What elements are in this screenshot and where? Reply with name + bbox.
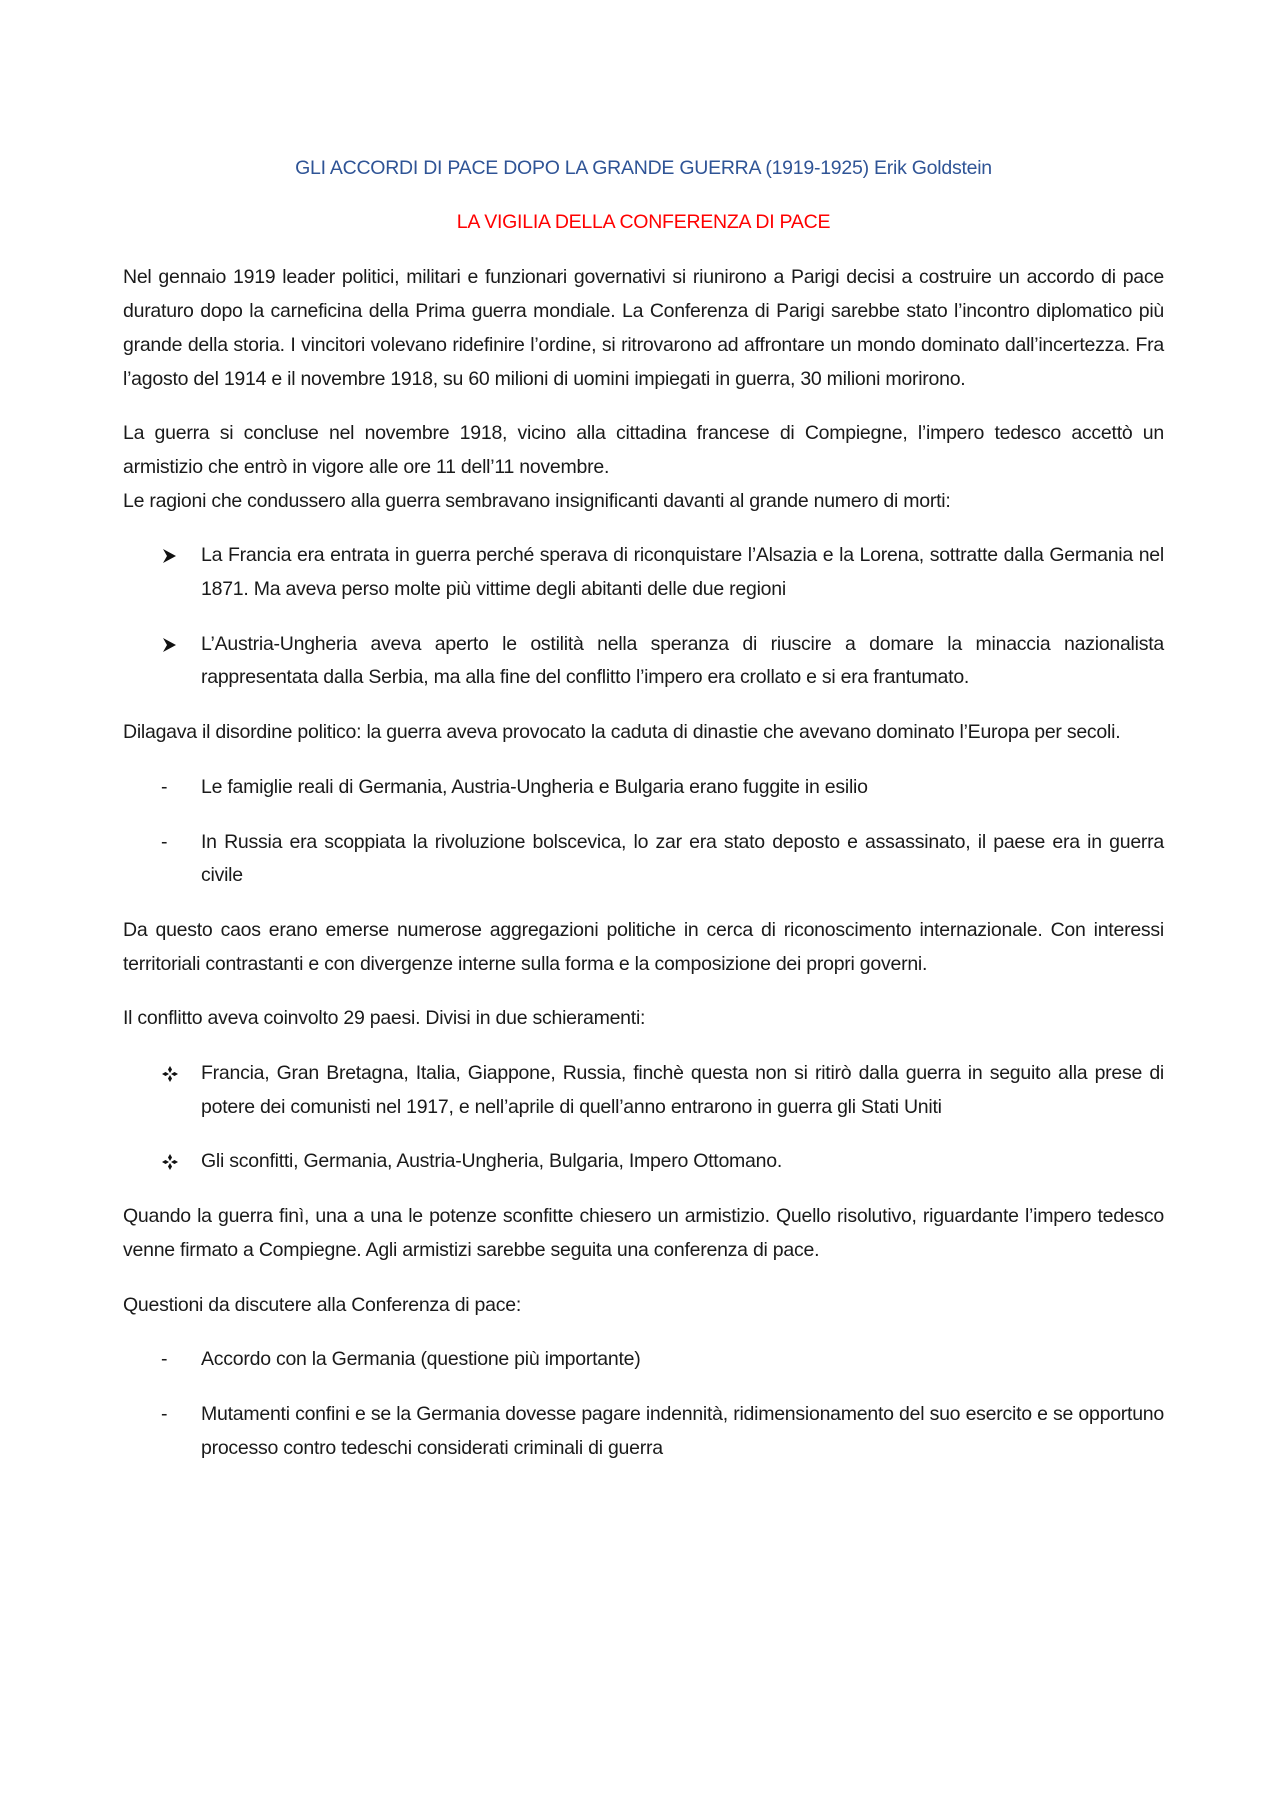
paragraph: Questioni da discutere alla Conferenza di pace:	[123, 1293, 521, 1316]
list-item-text: Le famiglie reali di Germania, Austria-Ungheria e Bulgaria erano fuggite in esilio	[201, 775, 868, 798]
list-item	[123, 1145, 1164, 1179]
list-item	[123, 628, 1164, 695]
paragraph-line: Le ragioni che condussero alla guerra sembravano insignificanti davanti al grande numero di morti:	[123, 489, 951, 512]
document-page	[123, 152, 1164, 1486]
paragraph	[123, 417, 1164, 518]
list-item-text: In Russia era scoppiata la rivoluzione bolscevica, lo zar era stato deposto e assassinato, il paese era in guerra civile	[201, 830, 1164, 887]
list-item	[123, 826, 1164, 893]
list-item	[123, 1343, 1164, 1377]
dash-bullet: -	[161, 775, 168, 798]
section-heading: LA VIGILIA DELLA CONFERENZA DI PACE	[456, 210, 831, 233]
dash-list	[123, 1343, 1164, 1465]
list-item-text: La Francia era entrata in guerra perché sperava di riconquistare l’Alsazia e la Lorena, sottratte dalla Germania nel 1871. Ma aveva perso molte più vittime degli abitanti delle due regioni	[201, 544, 1164, 601]
arrow-bullet-icon	[161, 539, 191, 573]
paragraph: Dilagava il disordine politico: la guerra aveva provocato la caduta di dinastie che avevano dominato l’Europa per secoli.	[123, 721, 1121, 744]
list-item-text: Mutamenti confini e se la Germania dovesse pagare indennità, ridimensionamento del suo esercito e se opportuno processo contro tedeschi considerati criminali di guerra	[201, 1402, 1164, 1459]
dash-bullet: -	[161, 830, 168, 853]
diamond-bullet-icon	[161, 1057, 191, 1091]
dash-bullet: -	[161, 1402, 168, 1425]
arrow-list	[123, 539, 1164, 695]
dash-list	[123, 771, 1164, 893]
arrow-bullet-icon	[161, 628, 191, 662]
dash-bullet: -	[161, 1348, 168, 1371]
document-title: GLI ACCORDI DI PACE DOPO LA GRANDE GUERRA (1919-1925) Erik Goldstein	[295, 157, 992, 179]
list-item	[123, 1398, 1164, 1465]
list-item-text: Francia, Gran Bretagna, Italia, Giappone, Russia, finchè questa non si ritirò dalla guerra in seguito alla prese di potere dei comunisti nel 1917, e nell’aprile di quell’anno entrarono in guerra gli Stati Uniti	[201, 1062, 1164, 1118]
list-item-text: Accordo con la Germania (questione più importante)	[201, 1348, 641, 1371]
diamond-list	[123, 1057, 1164, 1179]
list-item	[123, 539, 1164, 606]
paragraph-line: La guerra si concluse nel novembre 1918, vicino alla cittadina francese di Compiegne, l’impero tedesco accettò un armistizio che entrò in vigore alle ore 11 dell’11 novembre.	[123, 422, 1164, 478]
list-item	[123, 1057, 1164, 1124]
paragraph: Da questo caos erano emerse numerose aggregazioni politiche in cerca di riconoscimento internazionale. Con interessi territoriali contrastanti e con divergenze interne sulla forma e la composizione dei propri governi.	[123, 918, 1164, 975]
paragraph: Il conflitto aveva coinvolto 29 paesi. Divisi in due schieramenti:	[123, 1007, 646, 1030]
diamond-bullet-icon	[161, 1145, 191, 1179]
list-item	[123, 771, 1164, 805]
paragraph: Nel gennaio 1919 leader politici, militari e funzionari governativi si riunirono a Parigi decisi a costruire un accordo di pace duraturo dopo la carneficina della Prima guerra mondiale. La Conferenza di Parigi sarebbe stato l’incontro diplomatico più grande della storia. I vincitori volevano ridefinire l’ordine, si ritrovarono ad affrontare un mondo dominato dall’incertezza. Fra l’agosto del 1914 e il novembre 1918, su 60 milioni di uomini impiegati in guerra, 30 milioni morirono.	[123, 266, 1164, 390]
list-item-text: Gli sconfitti, Germania, Austria-Ungheria, Bulgaria, Impero Ottomano.	[201, 1150, 783, 1173]
list-item-text: L’Austria-Ungheria aveva aperto le ostilità nella speranza di riuscire a domare la minaccia nazionalista rappresentata dalla Serbia, ma alla fine del conflitto l’impero era crollato e si era frantumato.	[201, 632, 1164, 689]
paragraph: Quando la guerra finì, una a una le potenze sconfitte chiesero un armistizio. Quello risolutivo, riguardante l’impero tedesco venne firmato a Compiegne. Agli armistizi sarebbe seguita una conferenza di pace.	[123, 1205, 1164, 1261]
